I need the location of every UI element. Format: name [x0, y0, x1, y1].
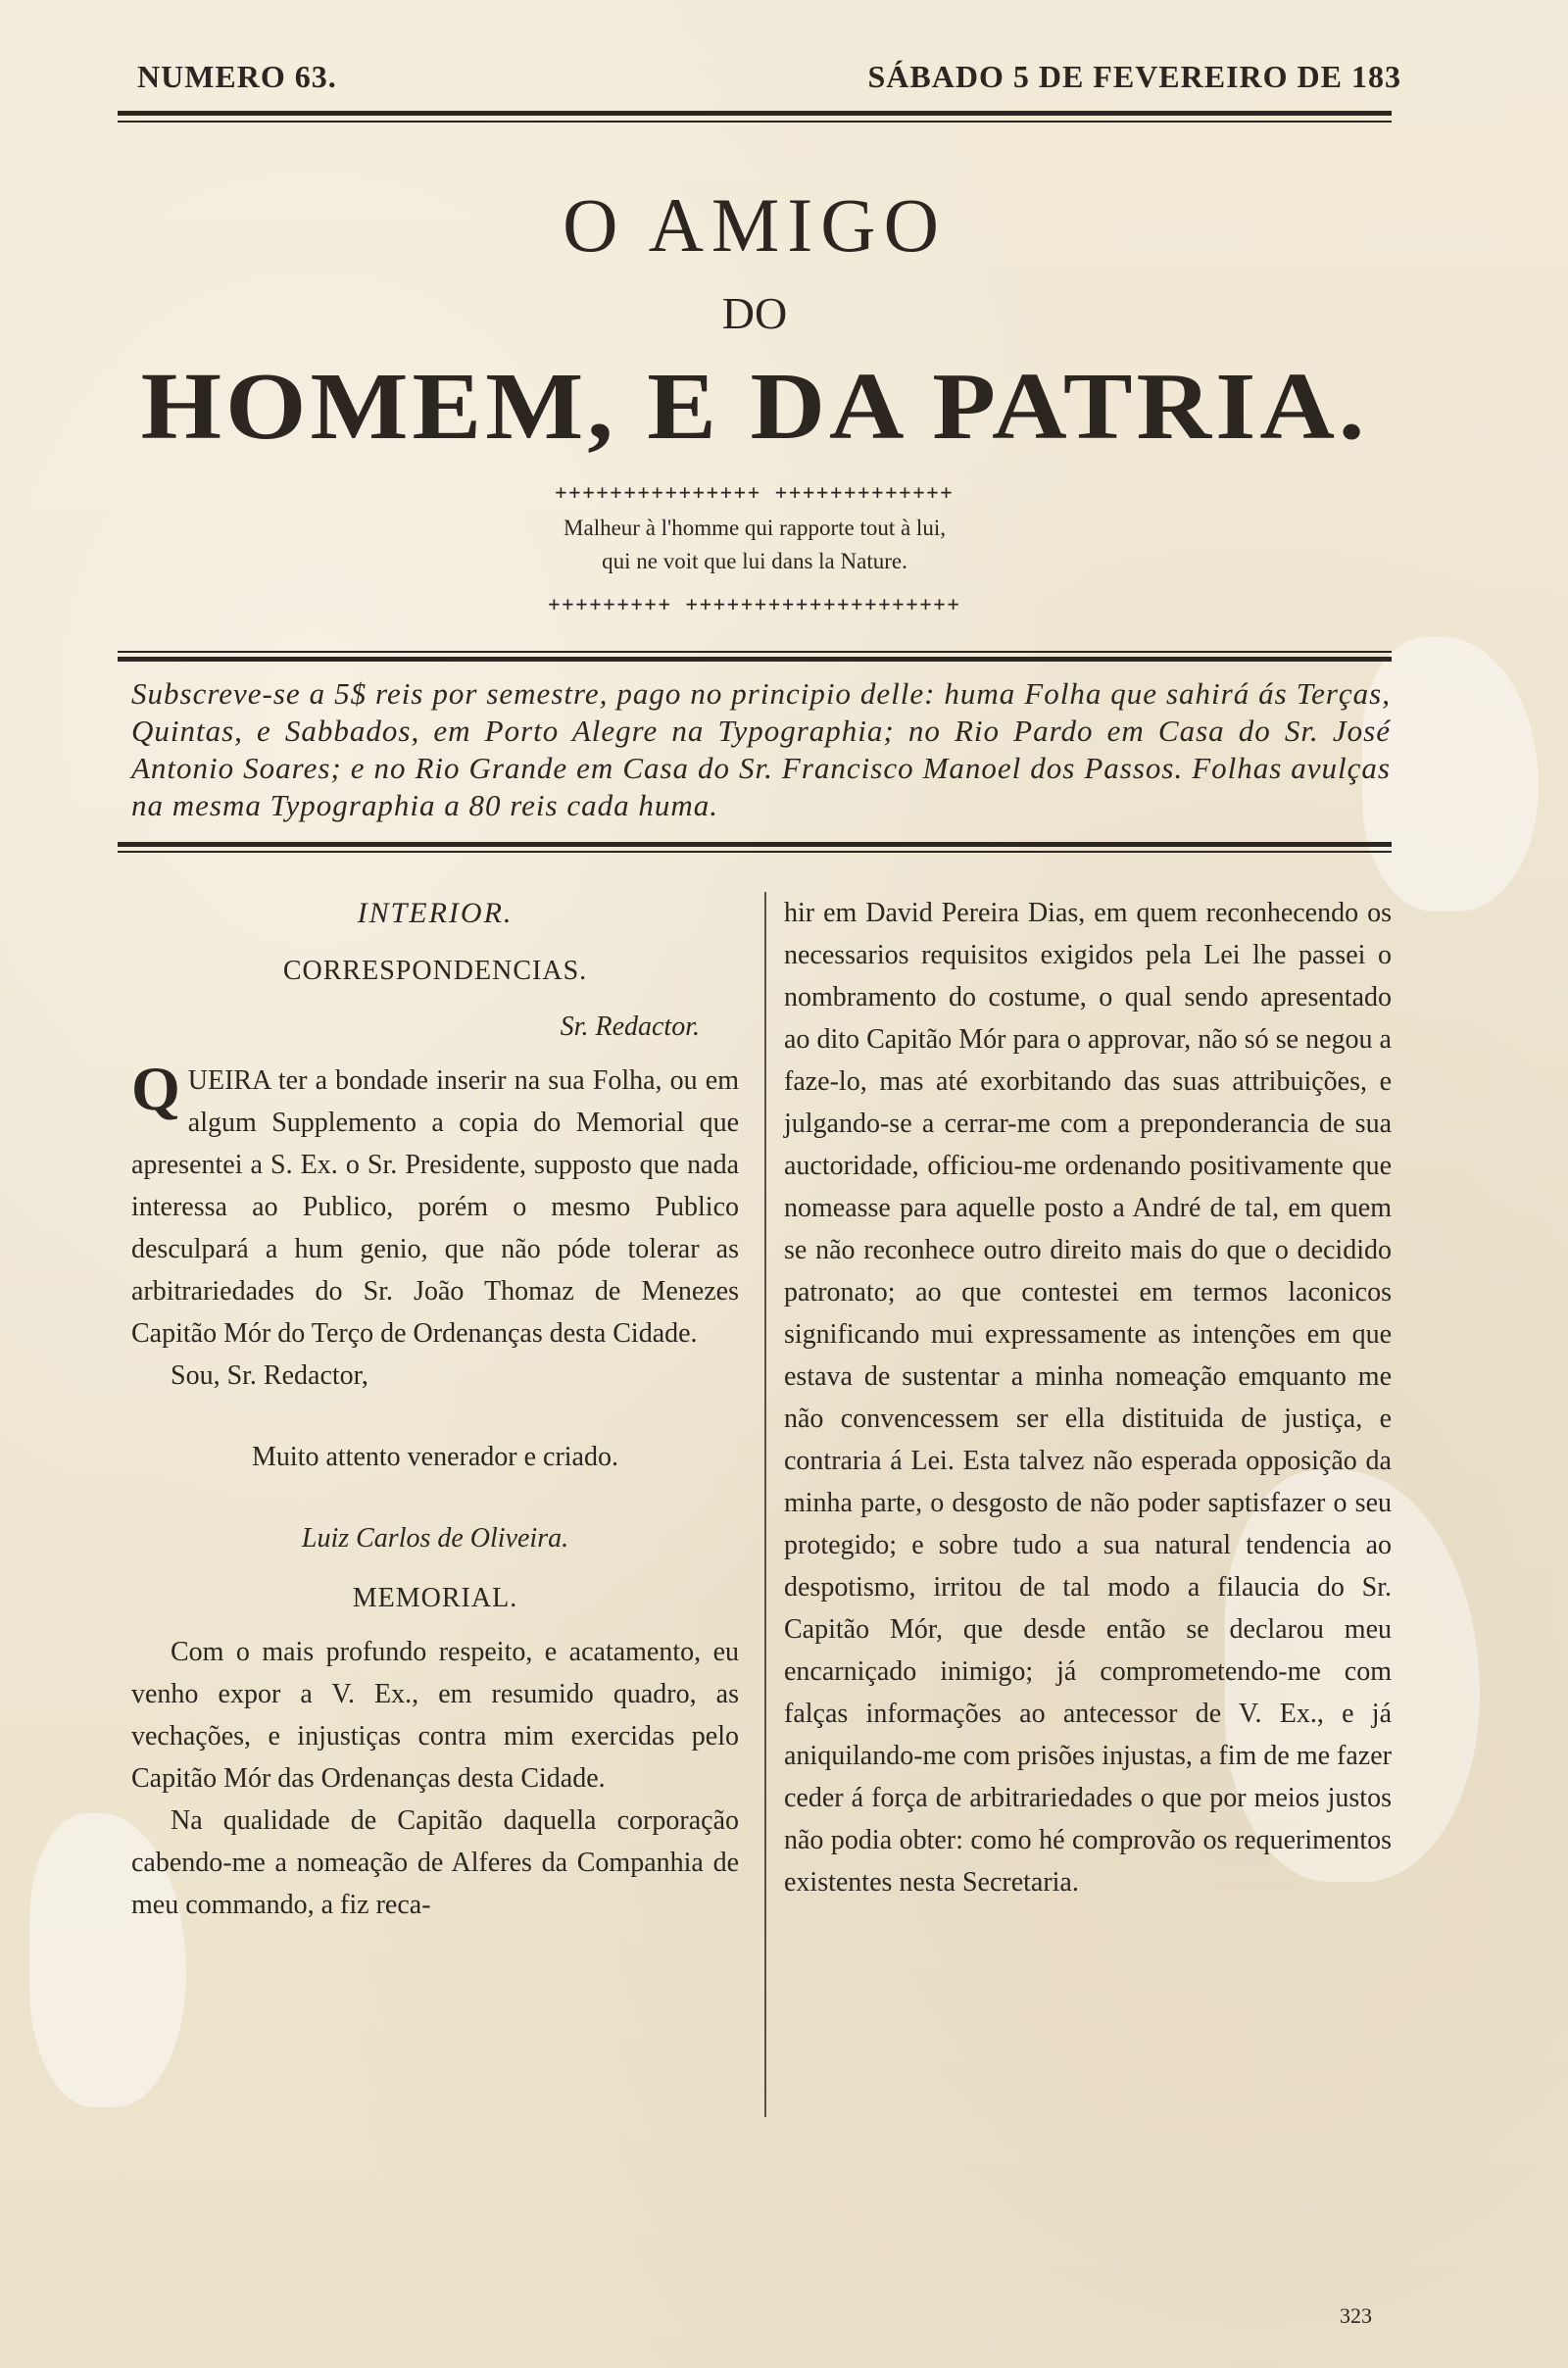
page-mark: 323 [1340, 2303, 1372, 2328]
closing: Muito attento venerador e criado. [252, 1442, 618, 1472]
memorial-heading: MEMORIAL. [352, 1583, 518, 1613]
memorial-paragraph-1: Com o mais profundo respeito, e acatamento, eu venho expor a V. Ex., em resumido quadro, as vechações, e injustiças contra mim exercidas pelo Capitão Mór das Ordenanças desta Cidade. [131, 1637, 739, 1794]
memorial-continuation: hir em David Pereira Dias, em quem reconhecendo os necessarios requisitos exigidos pela Lei lhe passei o nombramento do costume, o qual sendo apresentado ao dito Capitão Mór para o approvar, não só se negou a faze-lo, mas até exorbitando das suas attribuições, e julgando-se a cerrar-me com a preponderancia de sua auctoridade, officiou-me ordenando positivamente que nomeasse para aquelle posto a André de tal, em quem se não reconhece outro direito mais do que o decidido patronato; ao que contestei em termos laconicos significando mui expressamente as intenções em que estava de sustentar a minha nomeação emquanto me não convencessem ser ella distituida de justiça, e contraria á Lei. Esta talvez não esperada opposição da minha parte, o desgosto de não poder saptisfazer o seu protegido; e sobre tudo a sua natural tendencia ao despotismo, irritou de tal modo a filaucia do Sr. Capitão Mór, que desde então se declarou meu encarniçado inimigo; já comprometendo-me com falças informações ao antecessor de V. Ex., e já aniquilando-me com prisões injustas, a fim de me fazer ceder á força de arbitrariedades o que por meios justos não podia obter: como hé comprovão os requerimentos existentes nesta Secretaria. [784, 898, 1392, 1898]
header-rule [118, 111, 1392, 116]
drop-cap: Q [131, 1054, 180, 1123]
column-divider [764, 892, 766, 2117]
issue-header [137, 59, 1401, 95]
epigraph-line2: qui ne voit que lui dans la Nature. [602, 549, 907, 573]
newspaper-sheet [118, 59, 1401, 1926]
ornament-top: +++++++++++++++ +++++++++++++ [555, 480, 955, 504]
subscription-rule-top [118, 651, 1392, 662]
epigraph [500, 512, 1009, 578]
signature: Luiz Carlos de Oliveira. [301, 1523, 569, 1554]
section-heading: INTERIOR. [357, 897, 514, 929]
sign-off: Sou, Sr. Redactor, [171, 1360, 368, 1391]
subscription-notice: Subscreve-se a 5$ reis por semestre, pago no principio delle: huma Folha que sahirá ás Terças, Quintas, e Sabbados, em Porto Alegre na Typographia; no Rio Pardo em Casa do Sr. José Antonio Soares; e no Rio Grande em Casa do Sr. Francisco Manoel dos Passos. Folhas avulças na mesma Typographia a 80 reis cada huma. [131, 676, 1391, 822]
memorial-paragraph-2: Na qualidade de Capitão daquella corporação cabendo-me a nomeação de Alferes da Companhia de meu commando, a fiz reca- [131, 1805, 739, 1920]
right-column [784, 892, 1392, 1926]
issue-number: NUMERO 63. [137, 59, 337, 94]
letter-body [131, 1054, 739, 1355]
subsection-heading: CORRESPONDENCIAS. [282, 956, 588, 986]
masthead-title: HOMEM, E DA PATRIA. [140, 353, 1369, 460]
left-column [131, 892, 739, 1926]
subscription-rule-bottom [118, 842, 1392, 853]
epigraph-line1: Malheur à l'homme qui rapporte tout à lui, [564, 516, 946, 540]
letter-text: UEIRA ter a bondade inserir na sua Folha, ou em algum Supplemento a copia do Memorial que apresentei a S. Ex. o Sr. Presidente, supposto que nada interessa ao Publico, porém o mesmo Publico desculpará a hum genio, que não póde tolerar as arbitrariedades do Sr. João Thomaz de Menezes Capitão Mór do Terço de Ordenanças desta Cidade. [131, 1065, 739, 1349]
ornament-bottom: +++++++++ ++++++++++++++++++++ [548, 592, 961, 616]
header-rule-thin [118, 121, 1392, 123]
salutation: Sr. Redactor. [560, 1011, 700, 1042]
masthead-line2: DO [721, 288, 788, 338]
issue-date: SÁBADO 5 DE FEVEREIRO DE 183 [867, 59, 1401, 94]
article-columns [118, 892, 1392, 1926]
masthead-line1: O AMIGO [563, 182, 947, 268]
